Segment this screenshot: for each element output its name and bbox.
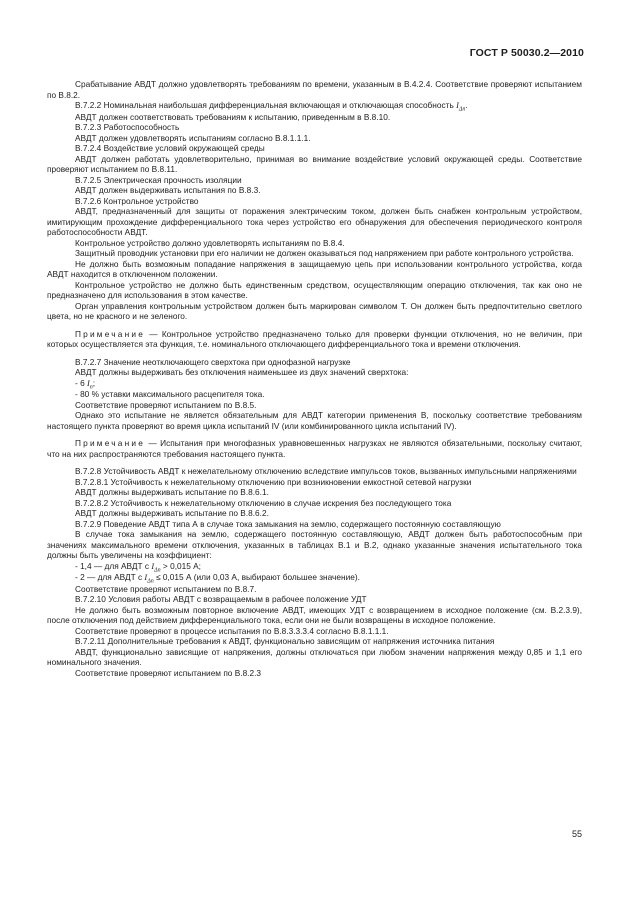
symbol-idn: $I_{\Delta n}$: [456, 101, 466, 113]
page-number: 55: [571, 829, 582, 839]
paragraph: В.7.2.10 Условия работы АВДТ с возвращаемым в рабочее положение УДТ: [75, 594, 367, 604]
paragraph: В.7.2.8.1 Устойчивость к нежелательному отключению при возникновении емкостной сетевой нагрузки: [75, 476, 472, 487]
paragraph: АВДТ должен работать удовлетворительно, принимая во внимание воздействие условий окружающей среды. Соответствие проверяют испытанием по В.8.11.: [47, 153, 582, 174]
paragraph: Однако это испытание не является обязательным для АВДТ категории применения В, поскольку соответствие требованиям настоящего пункта проверяют во время цикла испытаний IV (или комбинированного цикла испытаний IV).: [47, 410, 582, 431]
paragraph: Контрольное устройство должно удовлетворять испытаниям по В.8.4.: [75, 237, 345, 248]
symbol-idn: $I_{\Delta n}$: [151, 561, 161, 574]
list-item: - 2 — для АВДТ с $I_{\Delta n} \le 0,015$ А (или 0,03 А, выбирают большее значение).: [75, 572, 360, 585]
paragraph: Соответствие проверяют испытанием по В.8.5.: [75, 399, 257, 410]
symbol-in: $I_n$: [87, 378, 93, 391]
paragraph: Орган управления контрольным устройством должен быть маркирован символом Т. Он должен быть предпочтительно светлого цвета, но не красного и не зеленого.: [47, 300, 582, 321]
paragraph: АВДТ должны выдерживать испытание по В.8.6.1.: [75, 487, 269, 497]
paragraph: Соответствие проверяют испытанием по В.8.2.3: [75, 667, 262, 678]
paragraph: В.7.2.4 Воздействие условий окружающей среды: [75, 143, 265, 153]
paragraph: В.7.2.5 Электрическая прочность изоляции: [75, 174, 242, 185]
document-body: [47, 79, 582, 678]
paragraph: АВДТ должны выдерживать без отключения наименьшее из двух значений сверхтока:: [75, 367, 409, 377]
paragraph: АВДТ, функционально зависящие от напряжения, должны отключаться при любом значении напряжения между 0,85 и 1,1 его номинального значения.: [47, 646, 582, 667]
note: [47, 438, 582, 459]
paragraph: АВДТ, предназначенный для защиты от поражения электрическим током, должен быть снабжен контрольным устройством, имитирующим прохождение дифференциального тока через устройство его обнаружения для обеспечения периодического контроля работоспособности АВДТ.: [47, 206, 582, 237]
note-text: — Контрольное устройство предназначено только для проверки функции отключения, но не величин, при которых осуществляется эта функция, т.е. номинального отключающего дифференциального тока и времени отключения.: [47, 328, 582, 349]
paragraph: Защитный проводник установки при его наличии не должен оказываться под напряжением при работе контрольного устройства.: [75, 248, 574, 258]
paragraph: АВДТ должен соответствовать требованиям к испытанию, приведенным в В.8.10.: [75, 111, 391, 122]
paragraph: В.7.2.3 Работоспособность: [75, 122, 180, 132]
note-text: — Испытания при многофазных уравновешенных нагрузках не являются обязательными, поскольку считают, что на них распространяются требования настоящего пункта.: [47, 438, 582, 459]
paragraph: В.7.2.6 Контрольное устройство: [75, 195, 199, 206]
paragraph-text: В.7.2.2 Номинальная наибольшая дифференциальная включающая и отключающая способность: [75, 100, 454, 110]
paragraph: Контрольное устройство не должно быть единственным средством, осуществляющим операцию отключения, так как оно не предназначено для использования в этом качестве.: [47, 279, 582, 300]
paragraph: АВДТ должны выдерживать испытание по В.8.6.2.: [75, 508, 269, 518]
list-item: - 6 $I_n$;: [75, 377, 96, 391]
symbol-idn: $I_{\Delta n}$: [144, 573, 154, 585]
note-label: Примечание: [75, 438, 146, 448]
list-item: - 1,4 — для АВДТ с $I_{\Delta n} > 0,015$ А;: [75, 560, 201, 574]
paragraph: В.7.2.8.2 Устойчивость к нежелательному отключению в случае искрения без последующего тока: [75, 497, 452, 508]
paragraph: АВДТ должен удовлетворять испытаниям согласно В.8.1.1.1.: [75, 132, 311, 143]
paragraph: Не должно быть возможным попадание напряжения в защищаемую цепь при использовании контрольного устройства, когда АВДТ находится в отключенном положении.: [47, 258, 582, 279]
standard-header: ГОСТ Р 50030.2—2010: [469, 47, 584, 59]
note-label: Примечание: [75, 328, 146, 339]
note: [47, 329, 582, 350]
paragraph: В.7.2.11 Дополнительные требования к АВДТ, функционально зависящим от напряжения источника питания: [75, 636, 495, 646]
paragraph: В.7.2.2 Номинальная наибольшая дифференциальная включающая и отключающая способность $I_{\Delta n}$.: [75, 100, 468, 113]
paragraph: В случае тока замыкания на землю, содержащего постоянную составляющую, АВДТ должен быть работоспособным при значениях максимального времени отключения, указанных в таблицах В.1 и В.2, однако указанные значения испытательного тока должны быть увеличены на коэффициент:: [47, 529, 582, 560]
paragraph: Соответствие проверяют в процессе испытания по В.8.3.3.3.4 согласно В.8.1.1.1.: [75, 625, 389, 636]
paragraph: АВДТ должен выдерживать испытания по В.8.3.: [75, 185, 261, 195]
paragraph: В.7.2.9 Поведение АВДТ типа А в случае тока замыкания на землю, содержащего постоянную составляющую: [75, 518, 501, 529]
paragraph: Срабатывание АВДТ должно удовлетворять требованиям по времени, указанным в В.4.2.4. Соответствие проверяют испытанием по В.8.2.: [47, 79, 582, 100]
paragraph: В.7.2.8 Устойчивость АВДТ к нежелательному отключению вследствие импульсов токов, вызванных импульсными напряжениями: [75, 466, 577, 476]
paragraph: В.7.2.7 Значение неотключающего сверхтока при однофазной нагрузке: [75, 356, 351, 367]
list-item: - 80 % уставки максимального расцепителя тока.: [75, 389, 265, 399]
paragraph: Соответствие проверяют испытанием по В.8.7.: [75, 583, 257, 594]
paragraph: Не должно быть возможным повторное включение АВДТ, имеющих УДТ с возвращением в исходное положение (см. В.2.3.9), после отключения под действием дифференциального тока, если они не были возвращены в исходное положение.: [47, 604, 582, 625]
